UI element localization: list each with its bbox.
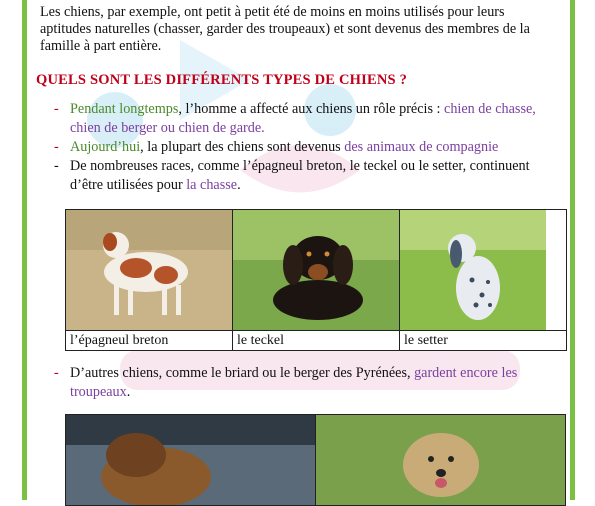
body-text: . — [237, 177, 241, 193]
highlight-text: gardent encore les troupeaux — [70, 365, 518, 400]
caption-teckel: le teckel — [237, 333, 285, 348]
body-text: , l’homme a affecté aux chiens un rôle précis : — [178, 101, 445, 117]
bullet-dash: - — [54, 101, 59, 117]
section-heading: QUELS SONT LES DIFFÉRENTS TYPES DE CHIENS ? — [36, 72, 408, 88]
highlight-text: la chasse — [186, 177, 238, 193]
highlight-text: des animaux de compagnie — [344, 139, 499, 155]
bullet-list — [54, 100, 564, 195]
dog-photo-berger-pyrenees — [316, 415, 565, 505]
dog-photo-setter — [400, 210, 566, 330]
dog-photo-briard — [66, 415, 315, 505]
body-text: . — [126, 384, 131, 400]
dog-photo-teckel — [233, 210, 399, 330]
page-border-right — [570, 0, 575, 500]
body-text: De nombreuses races, comme l’épagneul breton, le teckel ou le setter, continuent d’être utilisées pour — [70, 158, 530, 193]
caption-epagneul: l’épagneul breton — [70, 333, 169, 348]
highlight-text: Aujourd’hui — [70, 139, 141, 155]
list-item — [54, 364, 564, 402]
list-item — [54, 138, 564, 157]
dog-photo-epagneul — [66, 210, 232, 330]
body-text: D’autres chiens, comme le briard ou le berger des Pyrénées, — [70, 365, 415, 381]
dog-photo-table — [65, 209, 567, 351]
list-item — [54, 157, 564, 195]
bullet-dash: - — [54, 365, 59, 381]
bullet-dash: - — [54, 139, 59, 155]
list-item — [54, 100, 564, 138]
bullet-dash: - — [54, 158, 59, 174]
highlight-text: Pendant longtemps — [70, 101, 179, 117]
dog-photo-table-2 — [65, 414, 566, 506]
intro-paragraph: Les chiens, par exemple, ont petit à petit été de moins en moins utilisés pour leurs aptitudes naturelles (chasser, garder des troupeaux) et sont devenus des membres de la famille à part entière. — [40, 4, 530, 54]
caption-setter: le setter — [404, 333, 448, 348]
highlight-text: chien de chasse, chien de berger ou chien de garde. — [70, 101, 536, 136]
body-text: , la plupart des chiens sont devenus — [140, 139, 345, 155]
page-border-left — [22, 0, 27, 500]
